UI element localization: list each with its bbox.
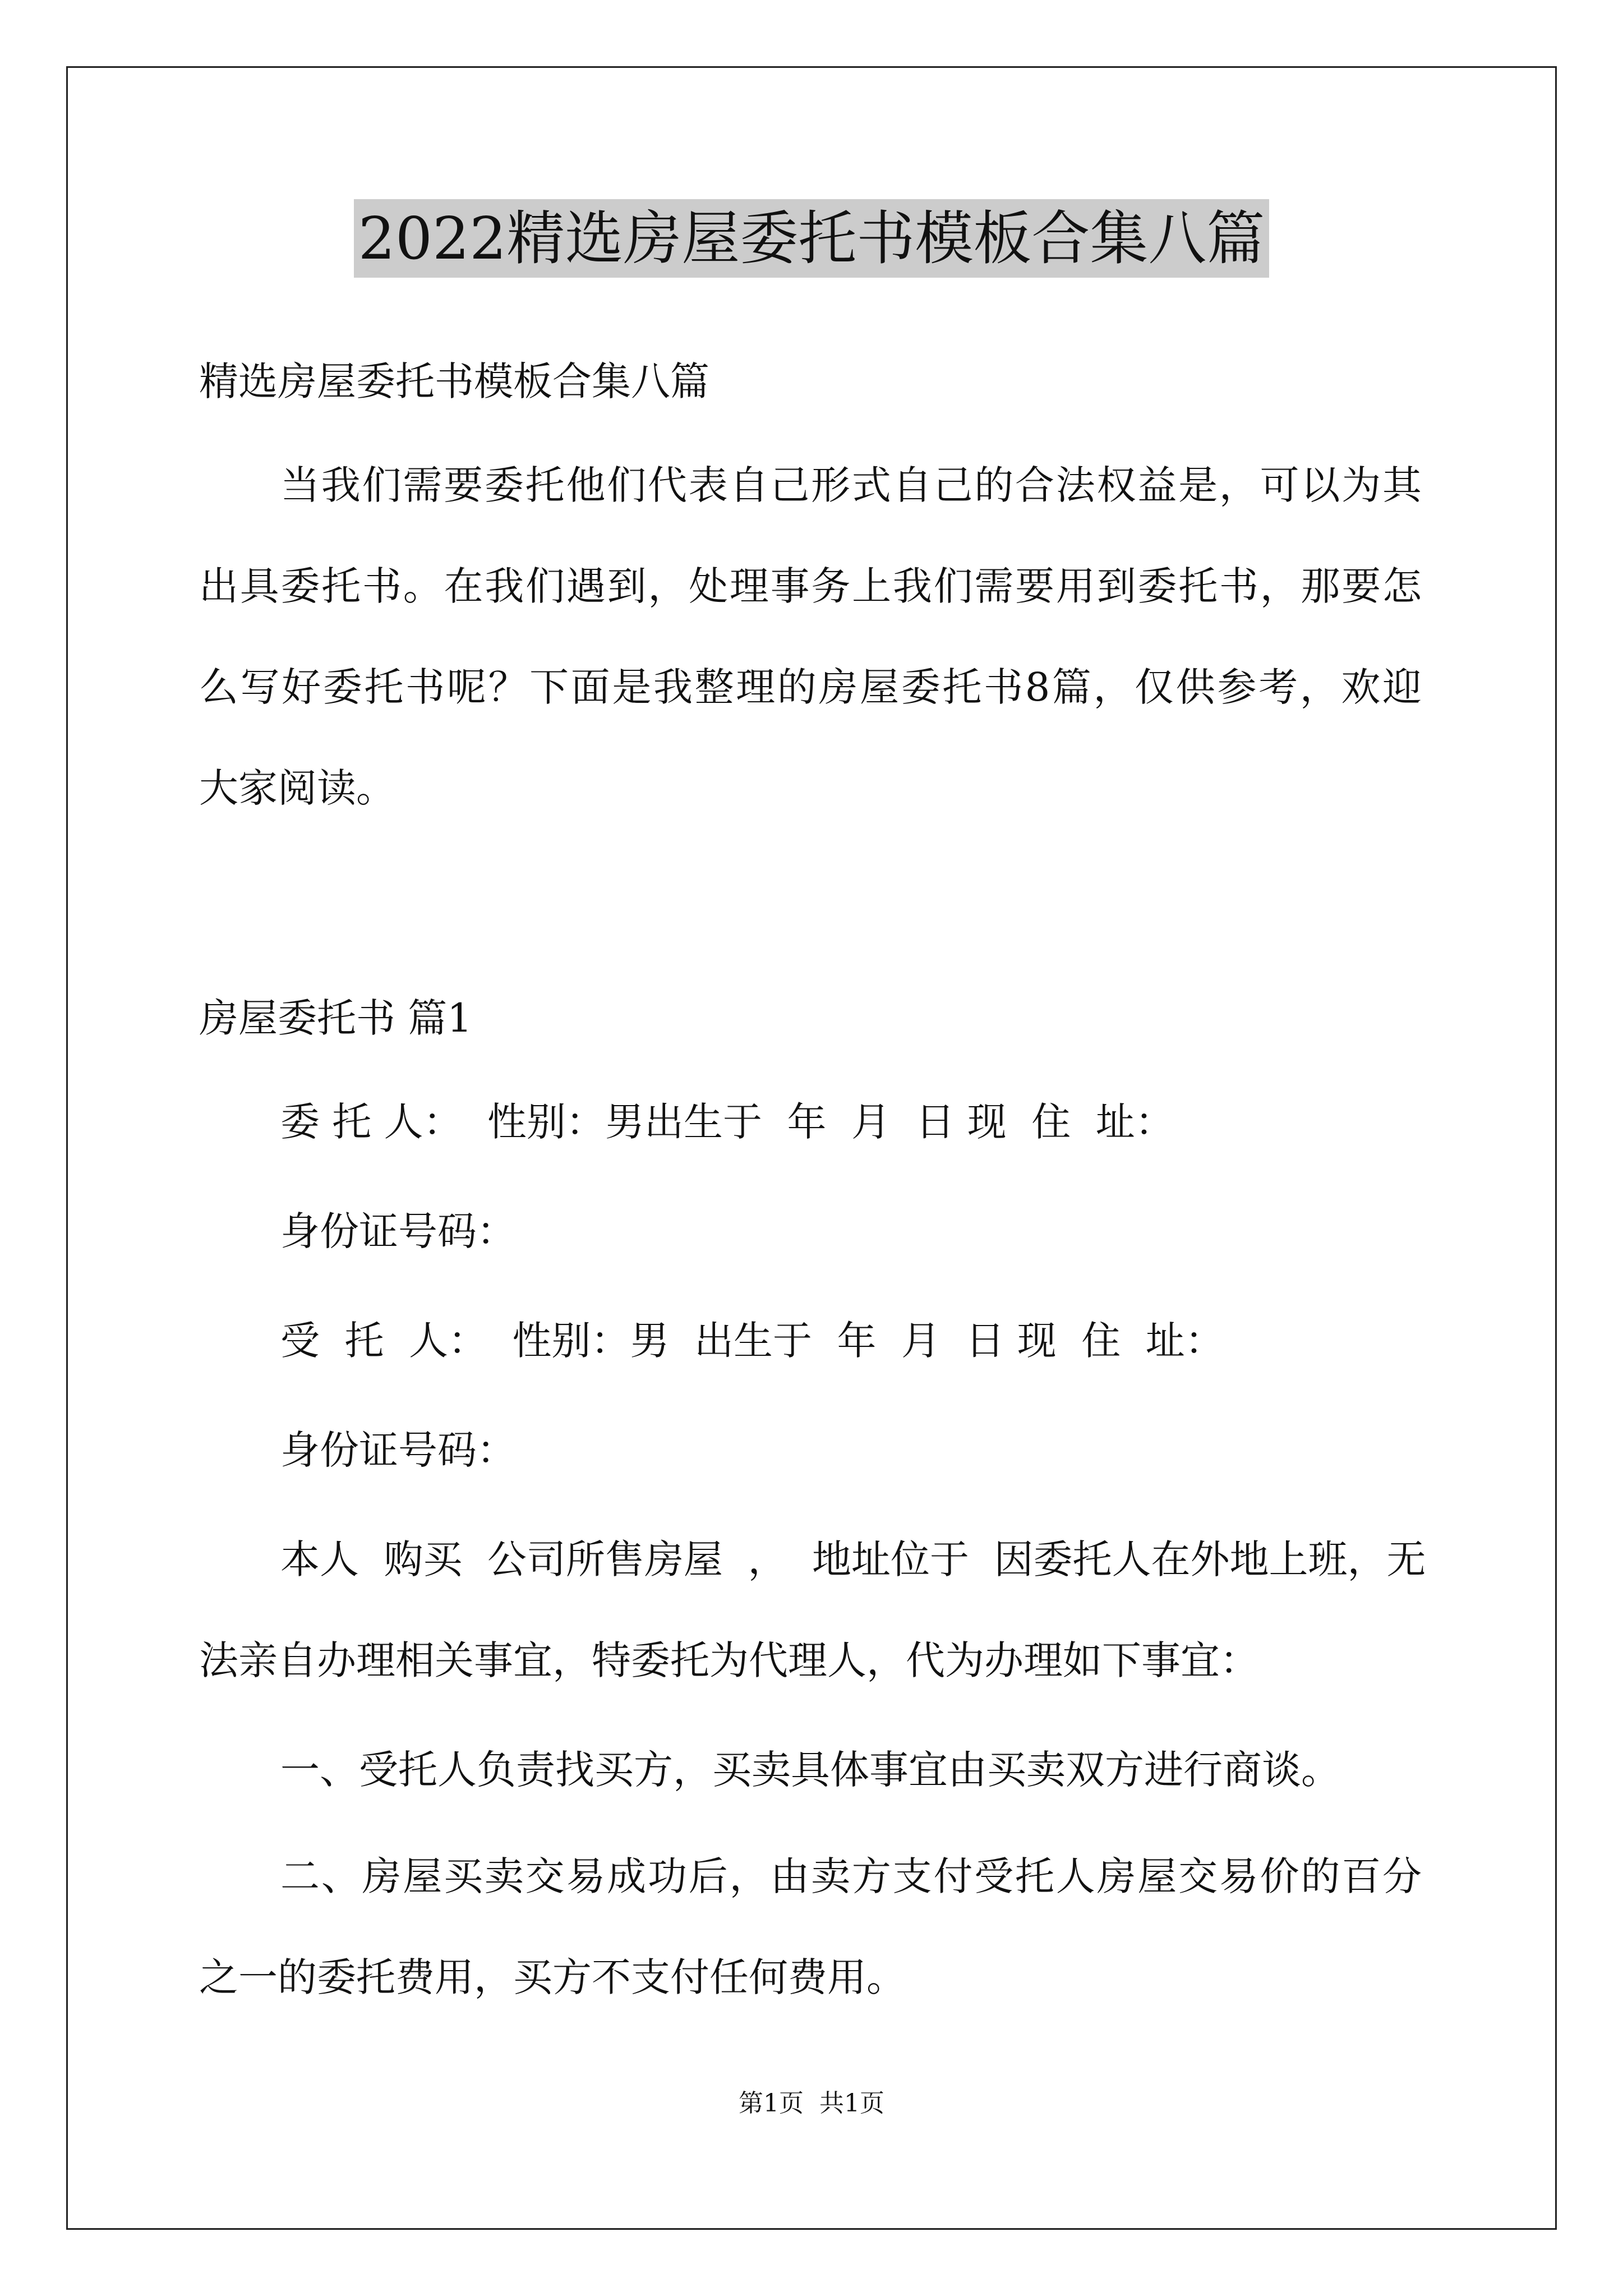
intro-line-3: 么写好委托书呢？下面是我整理的房屋委托书8篇，仅供参考，欢迎	[199, 664, 1422, 710]
clause-two-line-1: 二、房屋买卖交易成功后，由卖方支付受托人房屋交易价的百分	[280, 1853, 1422, 1899]
agent-id-line: 身份证号码：	[280, 1427, 516, 1473]
agent-line: 受 托 人： 性别：男 出生于 年 月 日 现 住 址：	[280, 1318, 1224, 1364]
clause-one: 一、受托人负责找买方，买卖具体事宜由买卖双方进行商谈。	[280, 1747, 1340, 1793]
intro-line-1: 当我们需要委托他们代表自己形式自己的合法权益是，可以为其	[280, 462, 1422, 508]
page-total: 共1页	[819, 2089, 884, 2118]
principal-line: 委 托 人： 性别：男出生于 年 月 日 现 住 址：	[280, 1099, 1174, 1145]
intro-line-4: 大家阅读。	[199, 765, 395, 811]
title-container	[0, 199, 1623, 278]
body-paragraph-line-1: 本人 购买 公司所售房屋 ， 地址位于 因委托人在外地上班，无	[280, 1536, 1426, 1582]
intro-line-2: 出具委托书。在我们遇到，处理事务上我们需要用到委托书，那要怎	[199, 563, 1422, 609]
clause-two-line-2: 之一的委托费用，买方不支付任何费用。	[199, 1954, 906, 2000]
page-number: 第1页	[739, 2089, 804, 2118]
principal-id-line: 身份证号码：	[280, 1208, 516, 1254]
section-heading: 房屋委托书 篇1	[199, 995, 472, 1041]
page-footer	[0, 2087, 1623, 2120]
document-title: 2022精选房屋委托书模板合集八篇	[354, 199, 1270, 278]
document-subtitle: 精选房屋委托书模板合集八篇	[199, 358, 709, 404]
body-paragraph-line-2: 法亲自办理相关事宜，特委托为代理人，代为办理如下事宜：	[199, 1637, 1259, 1683]
